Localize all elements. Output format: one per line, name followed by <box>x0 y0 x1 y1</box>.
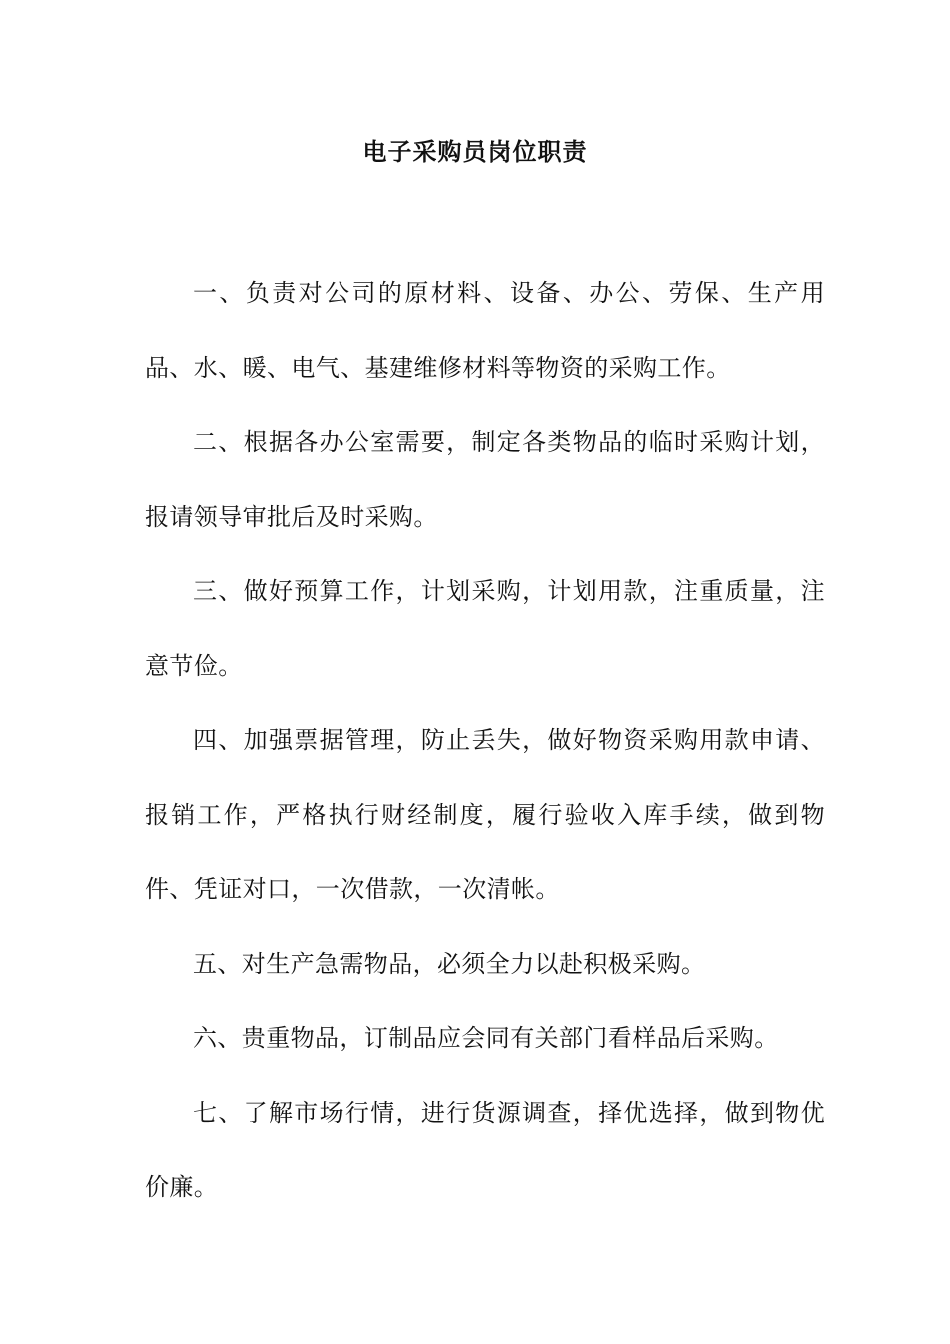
document-title: 电子采购员岗位职责 <box>362 137 588 166</box>
duty-paragraph-4: 四、加强票据管理，防止丢失，做好物资采购用款申请、报销工作，严格执行财经制度，履行验收入库手续，做到物件、凭证对口，一次借款，一次清帐。 <box>145 726 825 903</box>
document-body <box>145 256 825 1225</box>
duty-paragraph-5: 五、对生产急需物品，必须全力以赴积极采购。 <box>193 949 706 978</box>
duty-paragraph-2: 二、根据各办公室需要，制定各类物品的临时采购计划，报请领导审批后及时采购。 <box>145 428 825 531</box>
duty-paragraph-6: 六、贵重物品，订制品应会同有关部门看样品后采购。 <box>193 1024 779 1052</box>
duty-paragraph-3: 三、做好预算工作，计划采购，计划用款，注重质量，注意节俭。 <box>145 577 825 680</box>
duty-paragraph-1: 一、负责对公司的原材料、设备、办公、劳保、生产用品、水、暖、电气、基建维修材料等物资的采购工作。 <box>145 279 825 382</box>
duty-paragraph-7: 七、了解市场行情，进行货源调查，择优选择，做到物优价廉。 <box>145 1098 825 1201</box>
